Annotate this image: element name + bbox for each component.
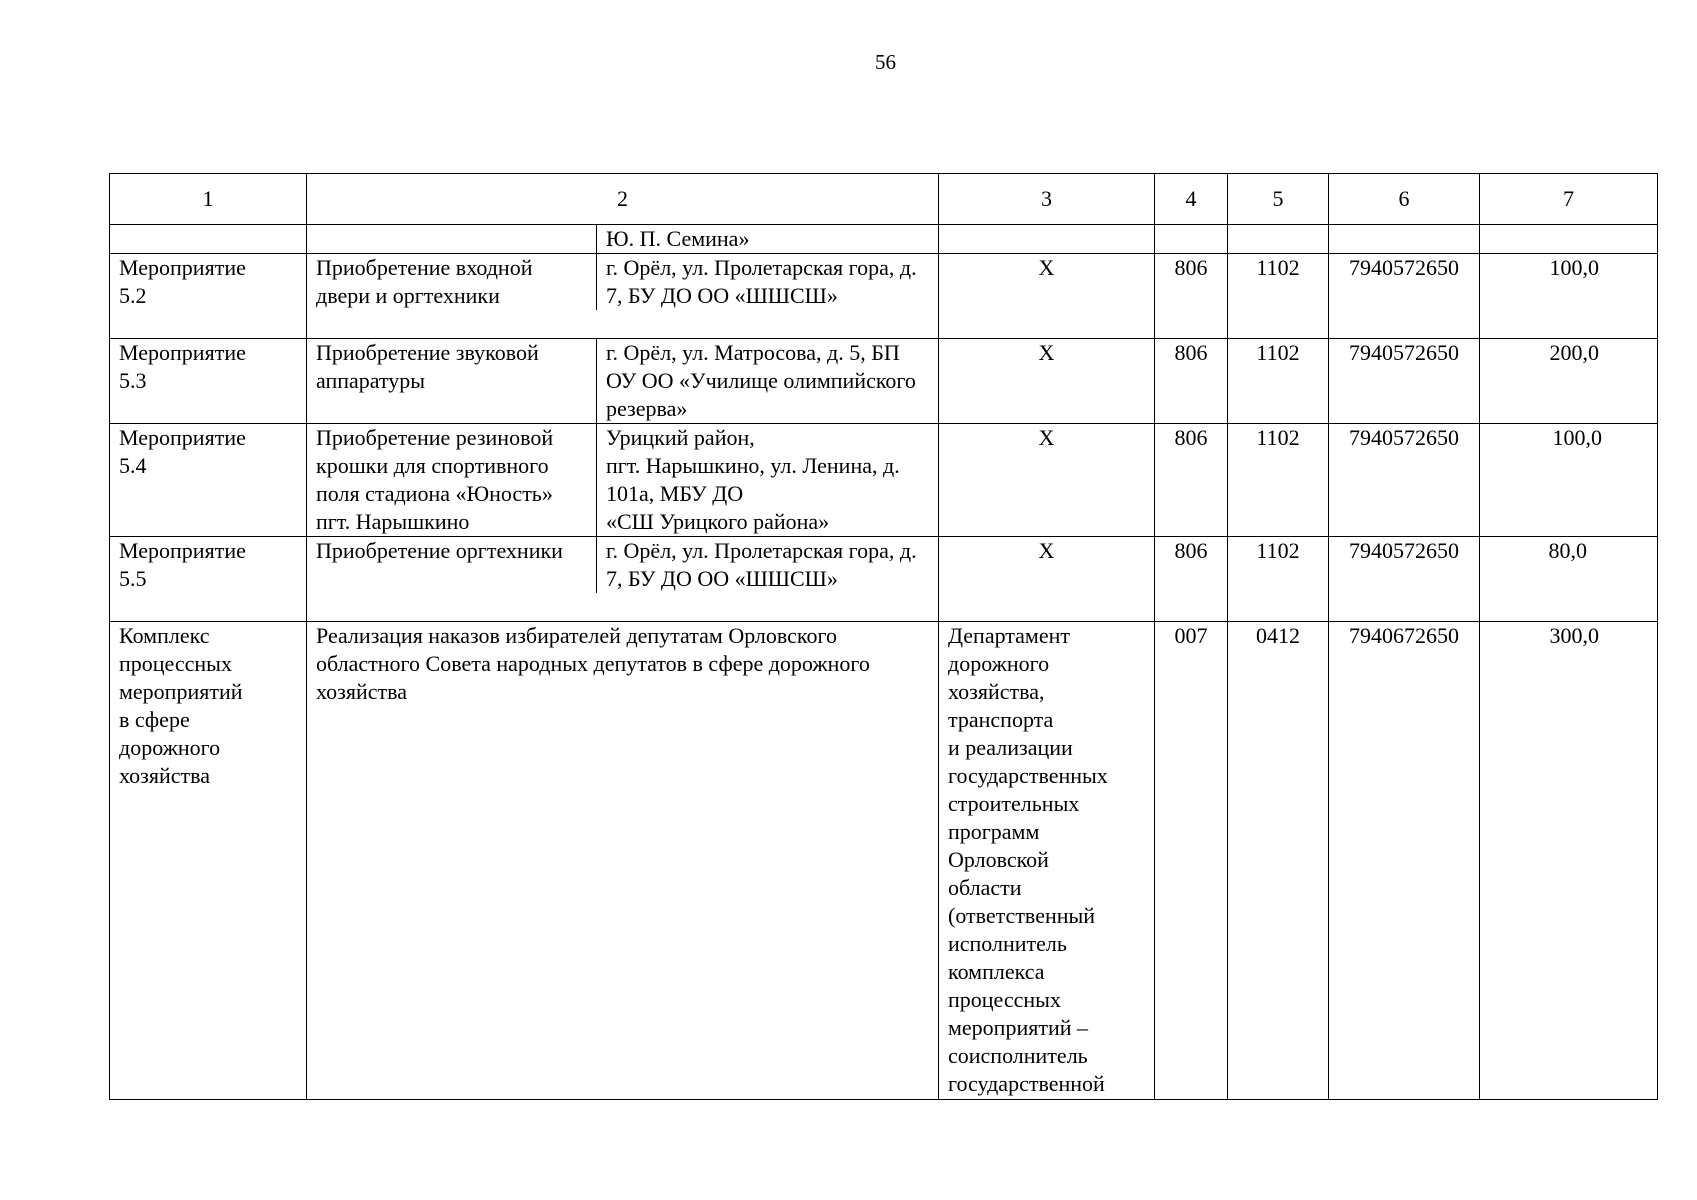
header-cell-1: 1	[110, 174, 307, 225]
continuation-description	[307, 225, 939, 254]
continuation-address: Ю. П. Семина»	[606, 226, 750, 251]
row-code-4: 806	[1155, 339, 1228, 424]
row-code-6: 7940572650	[1329, 254, 1480, 339]
continuation-row	[110, 225, 1658, 254]
program-table	[109, 173, 1658, 1100]
row-executor: Х	[939, 339, 1155, 424]
row-name: Мероприятие 5.4	[110, 424, 307, 537]
table-row	[110, 339, 1658, 424]
row-name: Мероприятие 5.3	[110, 339, 307, 424]
header-cell-5: 5	[1228, 174, 1329, 225]
header-cell-6: 6	[1329, 174, 1480, 225]
row-code-6: 7940572650	[1329, 537, 1480, 622]
row-executor: Х	[939, 537, 1155, 622]
row-name: Мероприятие 5.5	[110, 537, 307, 622]
row-code-4: 806	[1155, 424, 1228, 537]
table-row	[110, 424, 1658, 537]
row-address: г. Орёл, ул. Пролетарская гора, д. 7, БУ ДО ОО «ШШСШ»	[606, 538, 917, 591]
complex-code-6: 7940672650	[1329, 622, 1480, 1100]
row-description: Приобретение входной двери и оргтехники	[307, 254, 597, 310]
header-row	[110, 174, 1658, 225]
row-code-5: 1102	[1228, 424, 1329, 537]
row-code-6: 7940572650	[1329, 424, 1480, 537]
row-executor: Х	[939, 424, 1155, 537]
header-cell-4: 4	[1155, 174, 1228, 225]
header-cell-7: 7	[1480, 174, 1658, 225]
row-executor: Х	[939, 254, 1155, 339]
row-address: г. Орёл, ул. Матросова, д. 5, БП ОУ ОО «Училище олимпийского резерва»	[606, 340, 916, 421]
table-row	[110, 254, 1658, 339]
row-code-4: 806	[1155, 254, 1228, 339]
row-code-4: 806	[1155, 537, 1228, 622]
header-cell-3: 3	[939, 174, 1155, 225]
row-description: Приобретение резиновой крошки для спортивного поля стадиона «Юность» пгт. Нарышкино	[307, 424, 597, 536]
header-cell-2: 2	[307, 174, 939, 225]
table-row-complex	[110, 622, 1658, 1100]
row-description: Приобретение оргтехники	[307, 537, 597, 593]
row-amount: 100,0	[1480, 424, 1658, 537]
row-amount: 100,0	[1480, 254, 1658, 339]
complex-amount: 300,0	[1480, 622, 1658, 1100]
row-address: Урицкий район, пгт. Нарышкино, ул. Ленина, д. 101а, МБУ ДО «СШ Урицкого района»	[606, 425, 900, 534]
complex-executor: Департамент дорожного хозяйства, транспорта и реализации государственных строительных программ Орловской области (ответственный исполнитель комплекса процессных мероприятий – соисполнитель государственной	[939, 622, 1155, 1100]
row-amount: 80,0	[1480, 537, 1658, 622]
row-code-5: 1102	[1228, 537, 1329, 622]
complex-code-5: 0412	[1228, 622, 1329, 1100]
page-number: 56	[875, 50, 896, 74]
table-row	[110, 537, 1658, 622]
complex-description: Реализация наказов избирателей депутатам Орловского областного Совета народных депутатов в сфере дорожного хозяйства	[307, 622, 939, 1100]
complex-code-4: 007	[1155, 622, 1228, 1100]
row-code-5: 1102	[1228, 254, 1329, 339]
row-code-5: 1102	[1228, 339, 1329, 424]
row-address: г. Орёл, ул. Пролетарская гора, д. 7, БУ ДО ОО «ШШСШ»	[606, 255, 917, 308]
row-description: Приобретение звуковой аппаратуры	[307, 339, 597, 423]
row-code-6: 7940572650	[1329, 339, 1480, 424]
row-name: Мероприятие 5.2	[110, 254, 307, 339]
complex-name: Комплекс процессных мероприятий в сфере дорожного хозяйства	[110, 622, 307, 1100]
continuation-empty-1	[110, 225, 307, 254]
row-amount: 200,0	[1480, 339, 1658, 424]
